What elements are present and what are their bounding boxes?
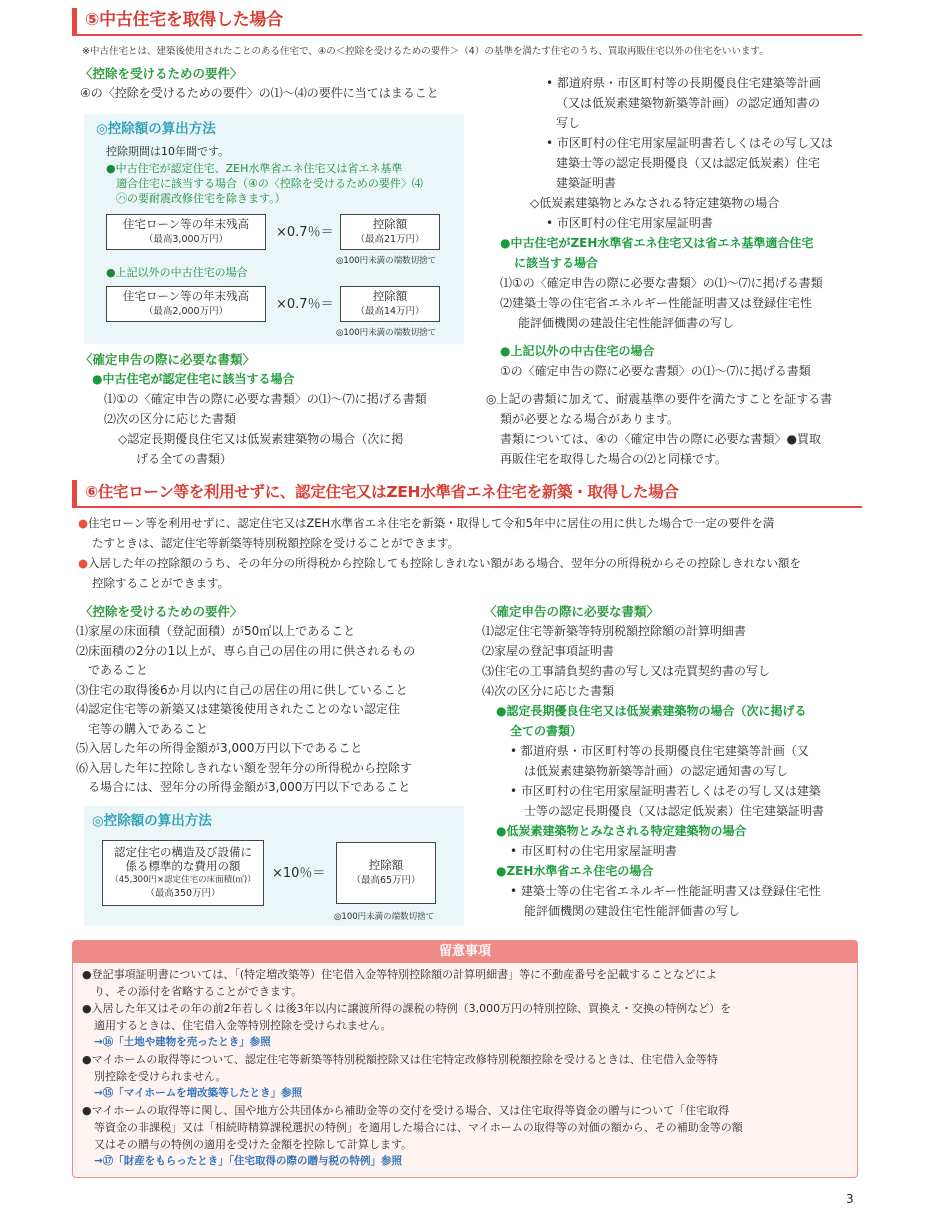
s5-right-line12: ⑵建築士等の住宅省エネルギー性能証明書又は登録住宅性 — [500, 296, 813, 310]
s5-right-line16: ◎上記の書類に加えて、耐震基準の要件を満たすことを証する書 — [486, 392, 833, 406]
s5-doc-line2: ⑵次の区分に応じた書類 — [104, 412, 237, 426]
s6-req-item: ⑴家屋の床面積（登記面積）が50㎡以上であること — [76, 624, 356, 638]
note1-line2: り、その添付を省略することができます。 — [94, 985, 303, 998]
s6-req-item: ⑵床面積の2分の1以上が、専ら自己の居住の用に供されるもの — [76, 643, 416, 658]
s6-cost-box — [102, 840, 264, 906]
s5-right-line18: 書類については、④の〈確定申告の際に必要な書類〉●買取 — [500, 432, 821, 446]
bullet-icon: ● — [78, 556, 89, 570]
s6-doc-line1: ⑴認定住宅等新築等特別税額控除額の計算明細書 — [482, 624, 747, 638]
note4-line3: 又はその贈与の特例の適用を受けた金額を控除して計算します。 — [94, 1138, 413, 1151]
s6-req-item: 宅等の購入であること — [76, 721, 209, 736]
s6-box-line2: 係る標準的な費用の額 — [125, 859, 241, 873]
s5-result-box-2 — [340, 286, 440, 322]
s6-res-line2: （最高65万円） — [351, 875, 421, 886]
s5-req-heading: 〈控除を受けるための要件〉 — [80, 66, 243, 81]
section6-heading: ⑥住宅ローン等を利用せずに、認定住宅又はZEH水準省エネ住宅を新築・取得した場合 — [85, 483, 679, 502]
s5-calc-group2: ●上記以外の中古住宅の場合 — [106, 266, 248, 279]
note3-link[interactable]: →⑮「マイホームを増改築等したとき」参照 — [94, 1087, 303, 1099]
s5-box2-line2: （最高2,000万円） — [143, 306, 229, 317]
s6-calc-heading: ◎控除額の算出方法 — [92, 813, 212, 829]
s6-req-item: ⑶住宅の取得後6か月以内に自己の居住の用に供していること — [76, 682, 408, 697]
s6-doc-line8: は低炭素建築物新築等計画）の認定通知書の写し — [524, 764, 789, 778]
s5-mult-2: ×0.7％＝ — [276, 297, 334, 312]
s5-calc-group1 — [106, 161, 423, 206]
section6-rule — [72, 506, 862, 508]
s6-doc-heading: 〈確定申告の際に必要な書類〉 — [484, 604, 660, 619]
s6-intro-2 — [78, 554, 801, 574]
s5-res1-line2: （最高21万円） — [355, 234, 425, 245]
s5-right-line5: 建築士等の認定長期優良（又は認定低炭素）住宅 — [556, 156, 821, 170]
s5-box1-line2: （最高3,000万円） — [143, 234, 229, 245]
s6-intro1-line1: 住宅ローン等を利用せずに、認定住宅又はZEH水準省エネ住宅を新築・取得して令和5年中に居住の用に供した場合で一定の要件を満 — [88, 516, 775, 530]
notes-list — [82, 966, 743, 1170]
note2-line2: 適用するときは、住宅借入金等特別控除を受けられません。 — [94, 1019, 392, 1032]
s6-doc-line9: • 市区町村の住宅用家屋証明書若しくはその写し又は建築 — [510, 784, 821, 798]
s5-doc-group1: ●中古住宅が認定住宅に該当する場合 — [92, 372, 295, 386]
s5-mult-1: ×0.7％＝ — [276, 225, 334, 240]
s6-doc-line5: ●認定長期優良住宅又は低炭素建築物の場合（次に掲げる — [496, 704, 807, 718]
s5-right-line13: 能評価機関の建設住宅性能評価書の写し — [518, 316, 735, 330]
s5-round-note-2: ◎100円未満の端数切捨て — [336, 328, 437, 338]
s5-calc-heading: ◎控除額の算出方法 — [96, 121, 216, 137]
s6-req-heading: 〈控除を受けるための要件〉 — [80, 604, 243, 619]
s5-right-line11: ⑴①の〈確定申告の際に必要な書類〉の⑴～⑺に掲げる書類 — [500, 276, 823, 290]
note4-link[interactable]: →⑰「財産をもらったとき」「住宅取得の際の贈与税の特例」参照 — [94, 1155, 403, 1167]
s5-balance-box-1 — [106, 214, 266, 250]
s5-right-line10: に該当する場合 — [514, 256, 599, 270]
note1-line1: ●登記事項証明書については、「(特定増改築等）住宅借入金等特別控除額の計算明細書」等に不動産番号を記載することなどによ — [82, 968, 718, 981]
note3-line1: ●マイホームの取得等について、認定住宅等新築等特別税額控除又は住宅特定改修特別税額控除を受けるときは、住宅借入金等特 — [82, 1053, 718, 1066]
s6-doc-line7: • 都道府県・市区町村等の長期優良住宅建築等計画（又 — [510, 744, 809, 758]
note4-line1: ●マイホームの取得等に関し、国や地方公共団体から補助金等の交付を受ける場合、又は住宅取得等資金の贈与について「住宅取得 — [82, 1104, 730, 1117]
s5-doc-line4: げる全ての書類） — [136, 452, 233, 466]
s6-round-note: ◎100円未満の端数切捨て — [334, 912, 435, 922]
s5-calc-g1-line3: ㋩の要耐震改修住宅を除きます。） — [116, 192, 286, 205]
s5-right-line1: • 都道府県・市区町村等の長期優良住宅建築等計画 — [546, 76, 821, 90]
s6-mult: ×10％＝ — [272, 866, 326, 881]
s5-calc-period: 控除期間は10年間です。 — [106, 145, 230, 158]
s6-doc-line14: • 建築士等の住宅省エネルギー性能証明書又は登録住宅性 — [510, 884, 821, 898]
s5-balance-box-2 — [106, 286, 266, 322]
s5-doc-heading: 〈確定申告の際に必要な書類〉 — [80, 352, 256, 367]
s6-doc-line13: ●ZEH水準省エネ住宅の場合 — [496, 864, 654, 878]
s6-intro2-line2: 控除することができます。 — [92, 576, 230, 590]
s6-result-box — [336, 842, 436, 904]
s6-intro-1 — [78, 514, 774, 534]
s5-result-box-1 — [340, 214, 440, 250]
s5-round-note-1: ◎100円未満の端数切捨て — [336, 256, 437, 266]
s5-right-line4: • 市区町村の住宅用家屋証明書若しくはその写し又は — [546, 136, 833, 150]
section5-heading: ⑤中古住宅を取得した場合 — [85, 10, 283, 31]
s5-right-line6: 建築証明書 — [556, 176, 617, 190]
s5-calc-g1-line1: ●中古住宅が認定住宅、ZEH水準省エネ住宅又は省エネ基準 — [106, 162, 403, 175]
s6-box-line4: （最高350万円） — [145, 888, 221, 899]
s5-right-line19: 再販住宅を取得した場合の⑵と同様です。 — [500, 452, 728, 466]
s6-doc-line11: ●低炭素建築物とみなされる特定建築物の場合 — [496, 824, 747, 838]
s5-right-line8: • 市区町村の住宅用家屋証明書 — [546, 216, 713, 230]
note2-link[interactable]: →⑯「土地や建物を売ったとき」参照 — [94, 1036, 271, 1048]
s6-box-line1: 認定住宅の構造及び設備に — [114, 845, 252, 859]
s6-doc-line6: 全ての書類） — [510, 724, 583, 738]
s6-req-list — [76, 622, 415, 798]
s5-right-line17: 類が必要となる場合があります。 — [500, 412, 680, 426]
s6-req-item: ⑸入居した年の所得金額が3,000万円以下であること — [76, 741, 363, 755]
s6-box-line3: （45,300円×認定住宅の床面積(㎡)） — [110, 875, 256, 885]
page-number: 3 — [846, 1192, 854, 1206]
s5-right-line2: （又は低炭素建築物新築等計画）の認定通知書の — [556, 96, 821, 110]
s6-intro2-line1: 入居した年の控除額のうち、その年分の所得税から控除しても控除しきれない額がある場合、翌年分の所得税からその控除しきれない額を — [88, 556, 802, 570]
s5-right-line3: 写し — [556, 116, 581, 130]
section-marker — [72, 480, 77, 506]
s5-res2-line1: 控除額 — [372, 289, 408, 303]
s5-right-line14: ●上記以外の中古住宅の場合 — [500, 344, 655, 358]
s5-req-text: ④の〈控除を受けるための要件〉の⑴～⑷の要件に当てはまること — [80, 86, 439, 100]
note4-line2: 等資金の非課税」又は「相続時精算課税選択の特例」を適用した場合には、マイホームの取得等の対価の額から、その補助金等の額 — [94, 1121, 743, 1134]
section5-title — [72, 6, 283, 36]
bullet-icon: ● — [78, 516, 89, 530]
s6-intro1-line2: たすときは、認定住宅等新築等特別税額控除を受けることができます。 — [92, 536, 460, 550]
s5-box1-line1: 住宅ローン等の年末残高 — [122, 217, 250, 231]
section6-title — [72, 478, 679, 508]
s5-right-line7: ◇低炭素建築物とみなされる特定建築物の場合 — [530, 196, 780, 210]
s6-doc-line2: ⑵家屋の登記事項証明書 — [482, 644, 615, 658]
s6-doc-line3: ⑶住宅の工事請負契約書の写し又は売買契約書の写し — [482, 664, 771, 678]
s6-req-item: ⑷認定住宅等の新築又は建築後使用されたことのない認定住 — [76, 702, 401, 716]
section5-rule — [72, 34, 862, 36]
s5-doc-line1: ⑴①の〈確定申告の際に必要な書類〉の⑴～⑺に掲げる書類 — [104, 392, 427, 406]
s6-doc-line12: • 市区町村の住宅用家屋証明書 — [510, 844, 677, 858]
s5-right-line15: ①の〈確定申告の際に必要な書類〉の⑴～⑺に掲げる書類 — [500, 364, 811, 378]
note3-line2: 別控除を受けられません。 — [94, 1070, 227, 1083]
section-marker — [72, 8, 77, 34]
section5-note: ※中古住宅とは、建築後使用されたことのある住宅で、④の＜控除を受けるための要件＞（4）の基準を満たす住宅のうち、買取再販住宅以外の住宅をいいます。 — [82, 46, 769, 57]
s6-req-item: る場合には、翌年分の所得金額が3,000万円以下であること — [76, 780, 411, 794]
s5-right-line9: ●中古住宅がZEH水準省エネ住宅又は省エネ基準適合住宅 — [500, 236, 814, 250]
s6-req-item: であること — [76, 663, 149, 677]
notes-heading: 留意事項 — [73, 941, 857, 963]
s5-res1-line1: 控除額 — [372, 217, 408, 231]
s6-req-item: ⑹入居した年に控除しきれない額を翌年分の所得税から控除す — [76, 760, 413, 775]
s5-res2-line2: （最高14万円） — [355, 306, 425, 317]
s6-doc-line4: ⑷次の区分に応じた書類 — [482, 684, 615, 698]
note2-line1: ●入居した年又はその年の前2年若しくは後3年以内に譲渡所得の課税の特例（3,000万円の特別控除、買換え・交換の特例など）を — [82, 1002, 732, 1015]
s6-res-line1: 控除額 — [368, 858, 404, 872]
s5-doc-line3: ◇認定長期優良住宅又は低炭素建築物の場合（次に掲 — [118, 432, 404, 446]
s6-doc-line10: 士等の認定長期優良（又は認定低炭素）住宅建築証明書 — [524, 804, 825, 818]
s5-box2-line1: 住宅ローン等の年末残高 — [122, 289, 250, 303]
s5-calc-g1-line2: 適合住宅に該当する場合（④の〈控除を受けるための要件〉⑷ — [116, 177, 423, 190]
s6-doc-line15: 能評価機関の建設住宅性能評価書の写し — [524, 904, 741, 918]
